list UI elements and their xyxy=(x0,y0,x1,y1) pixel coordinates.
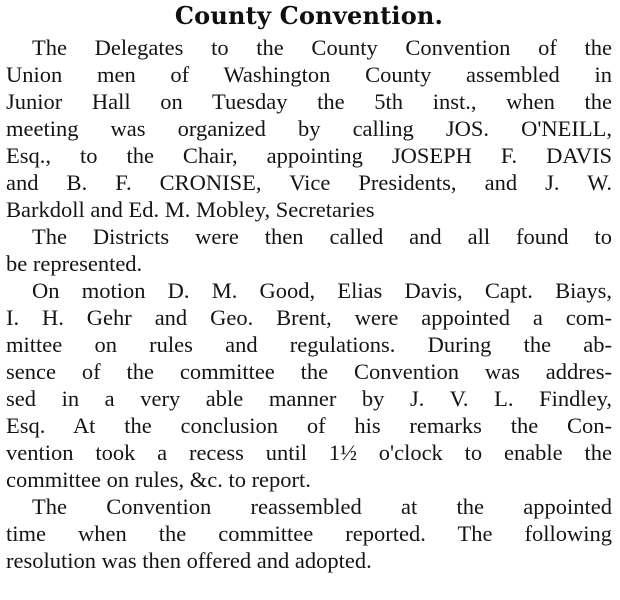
text-line: I. H. Gehr and Geo. Brent, were appointed a com- xyxy=(6,305,612,330)
text-line: be represented. xyxy=(6,251,143,276)
text-line: Esq., to the Chair, appointing JOSEPH F. DAVIS xyxy=(6,143,612,168)
text-line: The Convention reassembled at the appointed xyxy=(32,494,612,519)
text-line: Junior Hall on Tuesday the 5th inst., when the xyxy=(6,89,612,114)
text-line: mittee on rules and regulations. During the ab- xyxy=(6,332,612,357)
text-line: time when the committee reported. The following xyxy=(6,521,612,546)
text-line: The Districts were then called and all found to xyxy=(32,224,612,249)
text-line: Union men of Washington County assembled in xyxy=(6,62,612,87)
text-line: sence of the committee the Convention was addres- xyxy=(6,359,612,384)
text-line: committee on rules, &c. to report. xyxy=(6,467,311,492)
text-line: The Delegates to the County Convention of the xyxy=(32,35,612,60)
text-line: resolution was then offered and adopted. xyxy=(6,548,372,573)
text-line: sed in a very able manner by J. V. L. Findley, xyxy=(6,386,612,411)
text-line: vention took a recess until 1½ o'clock to enable the xyxy=(6,440,612,465)
text-line: Barkdoll and Ed. M. Mobley, Secretaries xyxy=(6,197,375,222)
text-line: and B. F. CRONISE, Vice Presidents, and J. W. xyxy=(6,170,612,195)
text-line: On motion D. M. Good, Elias Davis, Capt. Biays, xyxy=(32,278,612,303)
newspaper-article xyxy=(6,0,612,600)
text-line: meeting was organized by calling JOS. O'NEILL, xyxy=(6,116,612,141)
text-line: Esq. At the conclusion of his remarks the Con- xyxy=(6,413,612,438)
headline: County Convention. xyxy=(174,1,444,30)
